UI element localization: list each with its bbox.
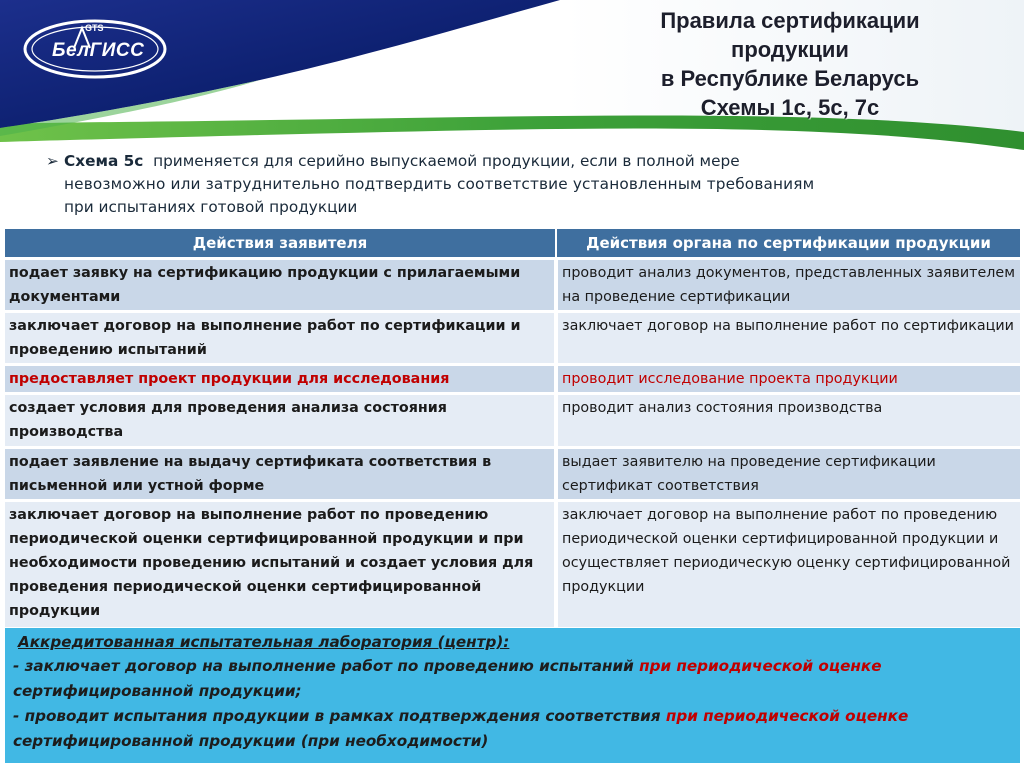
scheme-name: Схема 5с xyxy=(64,152,144,170)
intro-paragraph xyxy=(46,150,998,219)
intro-line-3: при испытаниях готовой продукции xyxy=(64,198,358,216)
applicant-action: заключает договор на выполнение работ по сертификации и проведению испытаний xyxy=(5,312,556,365)
table-row xyxy=(5,259,1020,312)
logo-mini-text: GTS xyxy=(85,23,104,33)
title-line-4: Схемы 1с, 5с, 7с xyxy=(700,95,880,120)
logo-text: БелГИСС xyxy=(52,40,145,61)
accr-item-1-cont: сертифицированной продукции; xyxy=(13,682,302,700)
intro-line-1 xyxy=(64,150,998,173)
table-row xyxy=(5,394,1020,448)
applicant-action: заключает договор на выполнение работ по проведению периодической оценки сертифицированной продукции и при необходимости проведению испытаний и создает условия для проведения периодической оценки сертифицированной продукции xyxy=(5,501,556,627)
table-row xyxy=(5,312,1020,365)
intro-line-1-rest: применяется для серийно выпускаемой продукции, если в полной мере xyxy=(153,152,740,170)
title-line-2: продукции xyxy=(731,37,849,62)
accr-item-2-cont: сертифицированной продукции (при необходимости) xyxy=(13,732,489,750)
column-header-body: Действия органа по сертификации продукции xyxy=(556,229,1020,259)
accr-header: Аккредитованная испытательная лаборатория (центр): xyxy=(18,633,510,651)
accr-item-1 xyxy=(13,654,882,679)
body-action: проводит анализ состояния производства xyxy=(556,394,1020,448)
intro-line-2: невозможно или затруднительно подтвердить соответствие установленным требованиям xyxy=(64,175,815,193)
body-action: заключает договор на выполнение работ по проведению периодической оценки сертифицированной продукции и осуществляет периодическую оценку сертифицированной продукции xyxy=(556,501,1020,627)
accr-item-2-highlight: при периодической оценке xyxy=(665,707,909,725)
body-action: заключает договор на выполнение работ по сертификации xyxy=(556,312,1020,365)
table-row xyxy=(5,365,1020,394)
accr-item-1-highlight: при периодической оценке xyxy=(639,657,882,675)
applicant-action: подает заявление на выдачу сертификата соответствия в письменной или устной форме xyxy=(5,448,556,501)
applicant-action: создает условия для проведения анализа состояния производства xyxy=(5,394,556,448)
accredited-lab-box xyxy=(5,628,1020,763)
table-row xyxy=(5,448,1020,501)
body-action: проводит анализ документов, представленных заявителем на проведение сертификации xyxy=(556,259,1020,312)
actions-table xyxy=(5,229,1020,627)
title-line-3: в Республике Беларусь xyxy=(660,66,920,91)
applicant-action: подает заявку на сертификацию продукции с прилагаемыми документами xyxy=(5,259,556,312)
body-action: выдает заявителю на проведение сертификации сертификат соответствия xyxy=(556,448,1020,501)
accr-item-2-text: - проводит испытания продукции в рамках подтверждения соответствия xyxy=(13,707,661,725)
table-row xyxy=(5,501,1020,627)
title-line-1: Правила сертификации xyxy=(660,8,920,33)
accr-item-2 xyxy=(13,704,908,729)
accr-item-1-text: - заключает договор на выполнение работ по проведению испытаний xyxy=(13,657,634,675)
column-header-applicant: Действия заявителя xyxy=(5,229,556,259)
body-action: проводит исследование проекта продукции xyxy=(556,365,1020,394)
slide-title xyxy=(610,6,970,122)
arrow-bullet-icon: ➢ xyxy=(46,152,59,170)
applicant-action: предоставляет проект продукции для исследования xyxy=(5,365,556,394)
